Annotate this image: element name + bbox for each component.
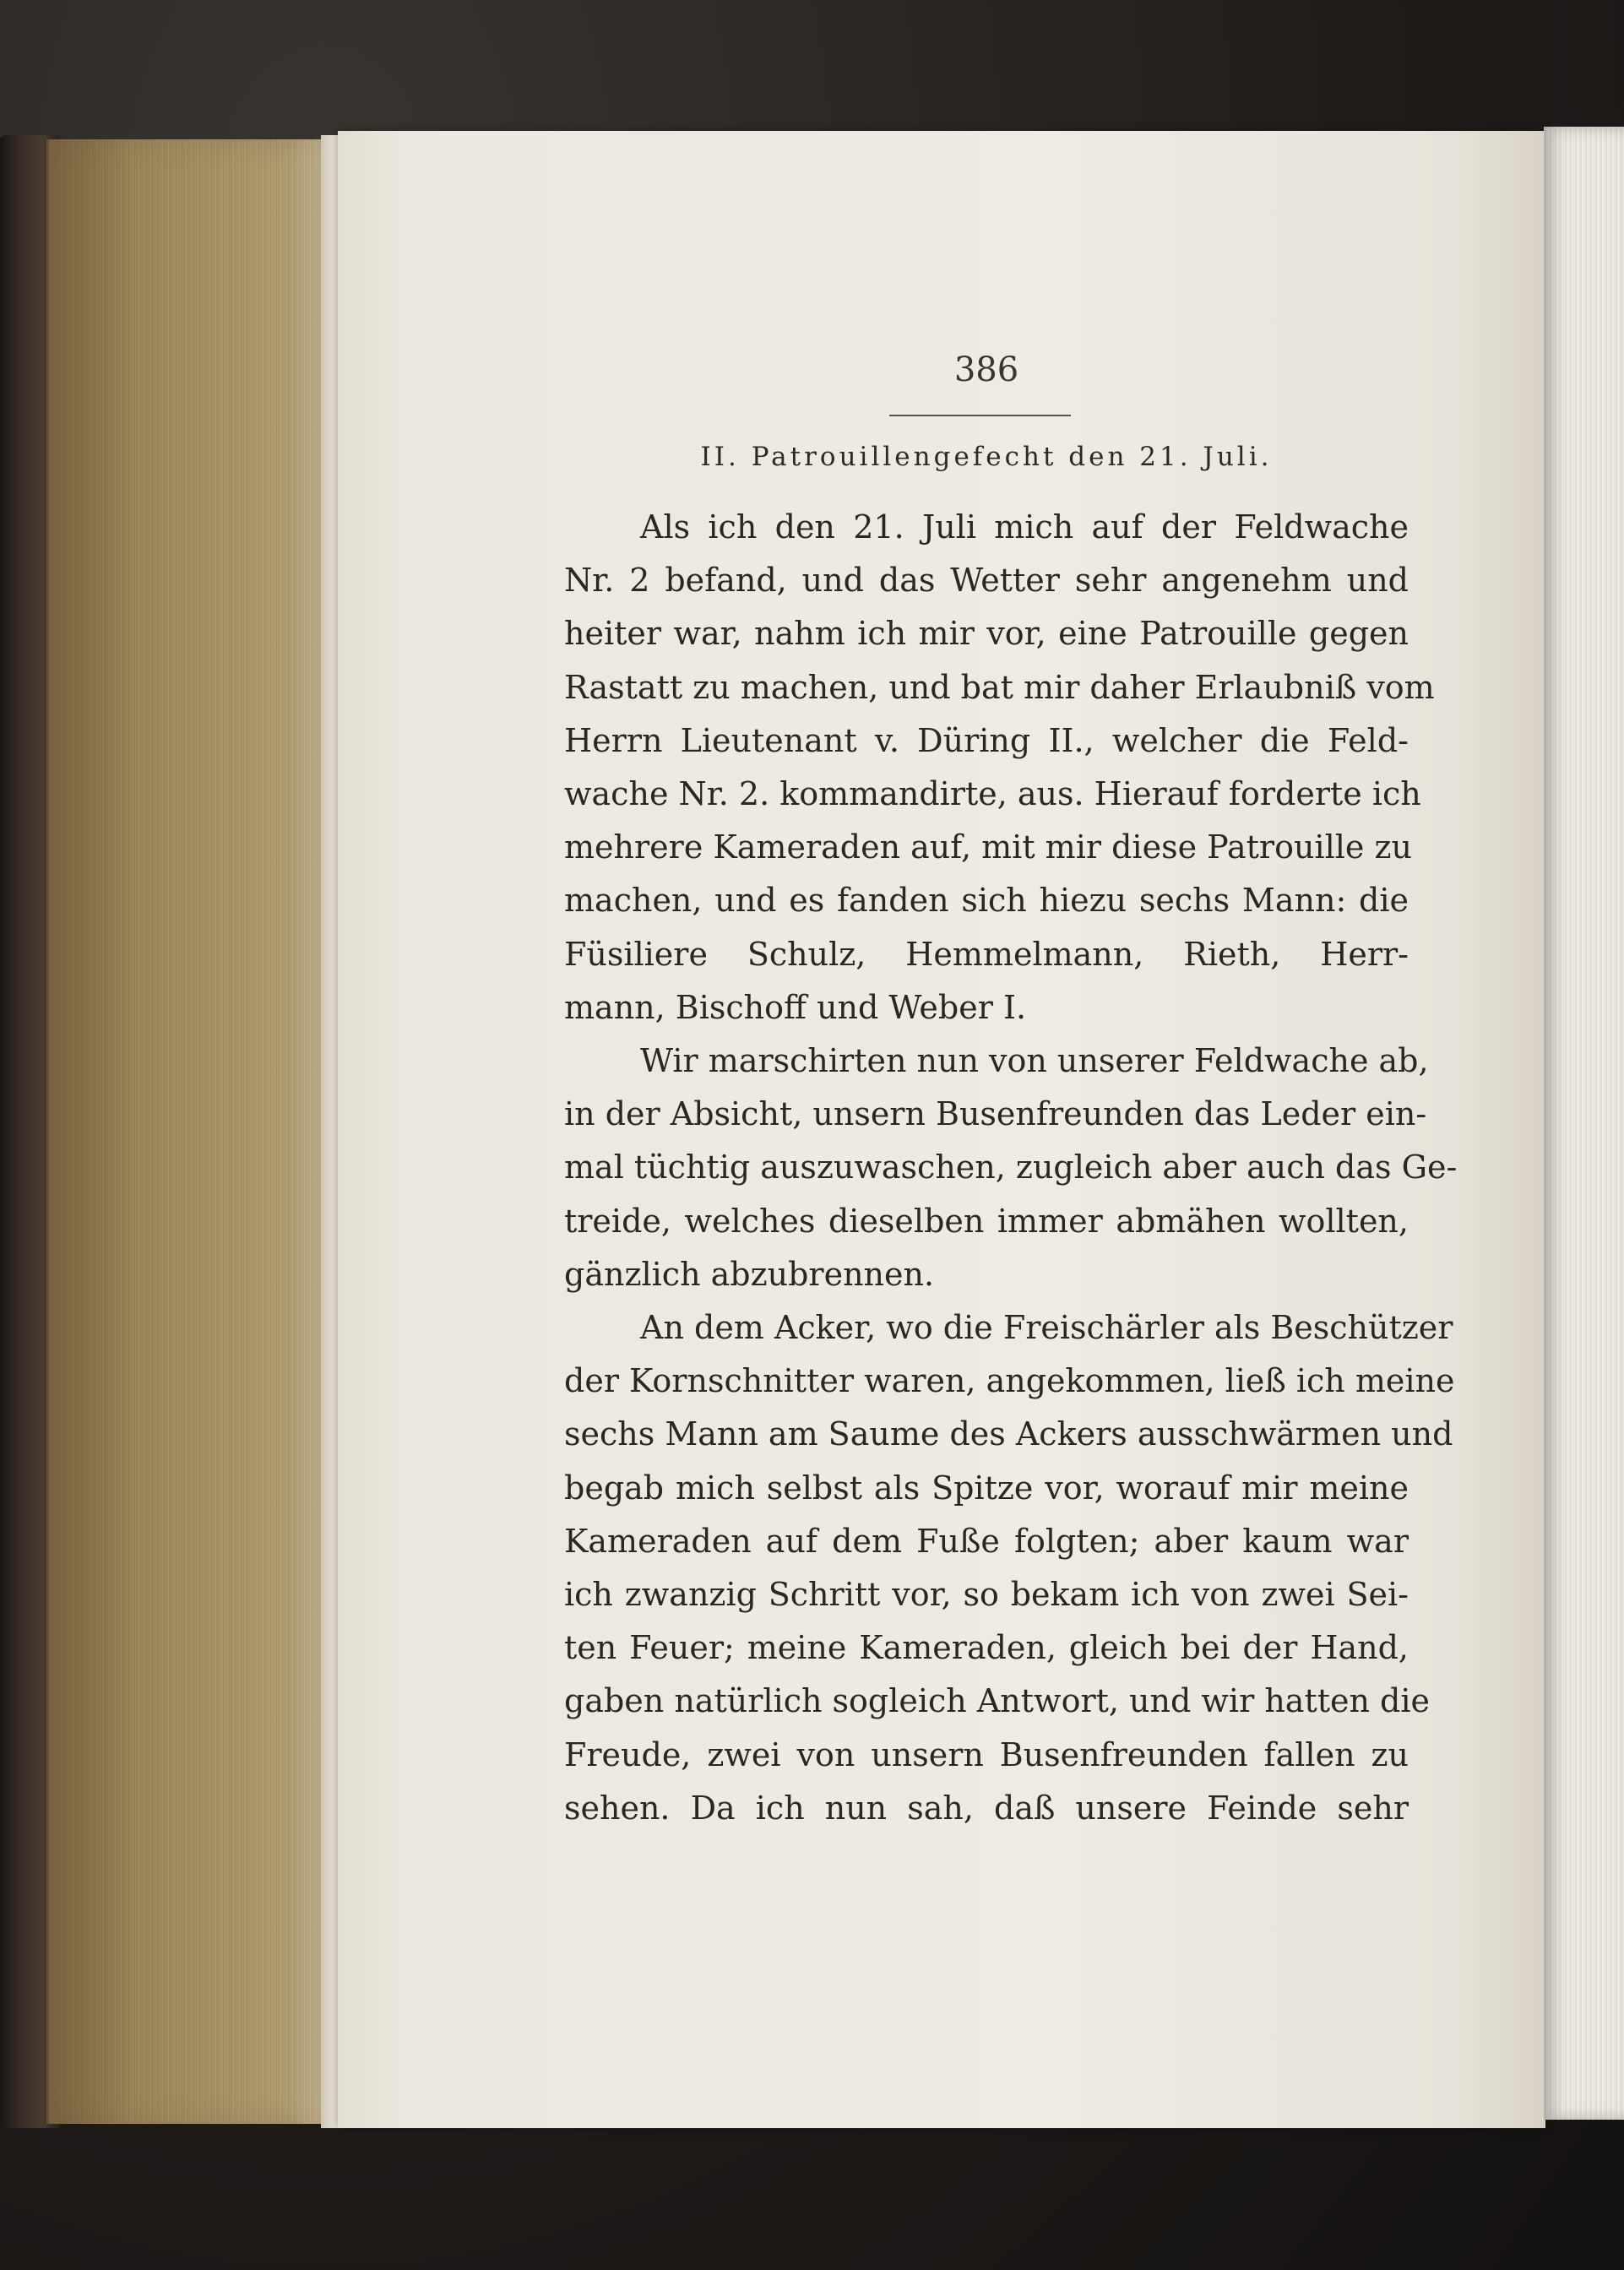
text-line: in der Absicht, unsern Busenfreunden das Leder ein- bbox=[564, 1095, 1427, 1133]
text-line: treide, welches dieselben immer abmähen wollten, bbox=[564, 1202, 1409, 1240]
text-line: begab mich selbst als Spitze vor, worauf mir meine bbox=[564, 1469, 1409, 1507]
text-line: machen, und es fanden sich hiezu sechs Mann: die bbox=[564, 882, 1409, 920]
text-line: Füsiliere Schulz, Hemmelmann, Rieth, Herr- bbox=[564, 935, 1409, 973]
text-line: mann, Bischoff und Weber I. bbox=[564, 988, 1027, 1026]
text-line: mal tüchtig auszuwaschen, zugleich aber auch das Ge- bbox=[564, 1149, 1458, 1187]
book-page bbox=[338, 131, 1545, 2128]
text-line: Als ich den 21. Juli mich auf der Feldwache bbox=[640, 508, 1409, 546]
text-line: sehen. Da ich nun sah, daß unsere Feinde sehr bbox=[564, 1789, 1409, 1827]
section-heading: II. Patrouillengefecht den 21. Juli. bbox=[700, 442, 1273, 472]
text-line: Rastatt zu machen, und bat mir daher Erlaubniß vom bbox=[564, 668, 1435, 706]
text-line: mehrere Kameraden auf, mit mir diese Patrouille zu bbox=[564, 828, 1412, 866]
text-line: wache Nr. 2. kommandirte, aus. Hierauf forderte ich bbox=[564, 775, 1421, 813]
text-line: sechs Mann am Saume des Ackers ausschwärmen und bbox=[564, 1415, 1453, 1453]
header-rule bbox=[889, 415, 1071, 416]
right-page-edges bbox=[1544, 127, 1624, 2120]
page-number: 386 bbox=[953, 350, 1019, 389]
text-line: gänzlich abzubrennen. bbox=[564, 1255, 935, 1293]
text-line: Nr. 2 befand, und das Wetter sehr angenehm und bbox=[564, 562, 1409, 600]
text-line: Freude, zwei von unsern Busenfreunden fallen zu bbox=[564, 1735, 1409, 1773]
text-line: ich zwanzig Schritt vor, so bekam ich von zwei Sei- bbox=[564, 1576, 1409, 1614]
text-line: Kameraden auf dem Fuße folgten; aber kaum war bbox=[564, 1522, 1409, 1560]
text-line: Wir marschirten nun von unserer Feldwache ab, bbox=[640, 1042, 1429, 1080]
page-edge-shade bbox=[46, 139, 334, 2124]
text-line: heiter war, nahm ich mir vor, eine Patrouille gegen bbox=[564, 615, 1409, 653]
text-line: gaben natürlich sogleich Antwort, und wir hatten die bbox=[564, 1682, 1430, 1720]
body-text bbox=[564, 501, 1458, 1835]
text-line: Herrn Lieutenant v. Düring II., welcher die Feld- bbox=[564, 721, 1409, 759]
text-line: der Kornschnitter waren, angekommen, ließ ich meine bbox=[564, 1362, 1455, 1400]
text-line: ten Feuer; meine Kameraden, gleich bei der Hand, bbox=[564, 1629, 1409, 1667]
open-book bbox=[0, 118, 1624, 2137]
text-line: An dem Acker, wo die Freischärler als Beschützer bbox=[640, 1309, 1453, 1347]
